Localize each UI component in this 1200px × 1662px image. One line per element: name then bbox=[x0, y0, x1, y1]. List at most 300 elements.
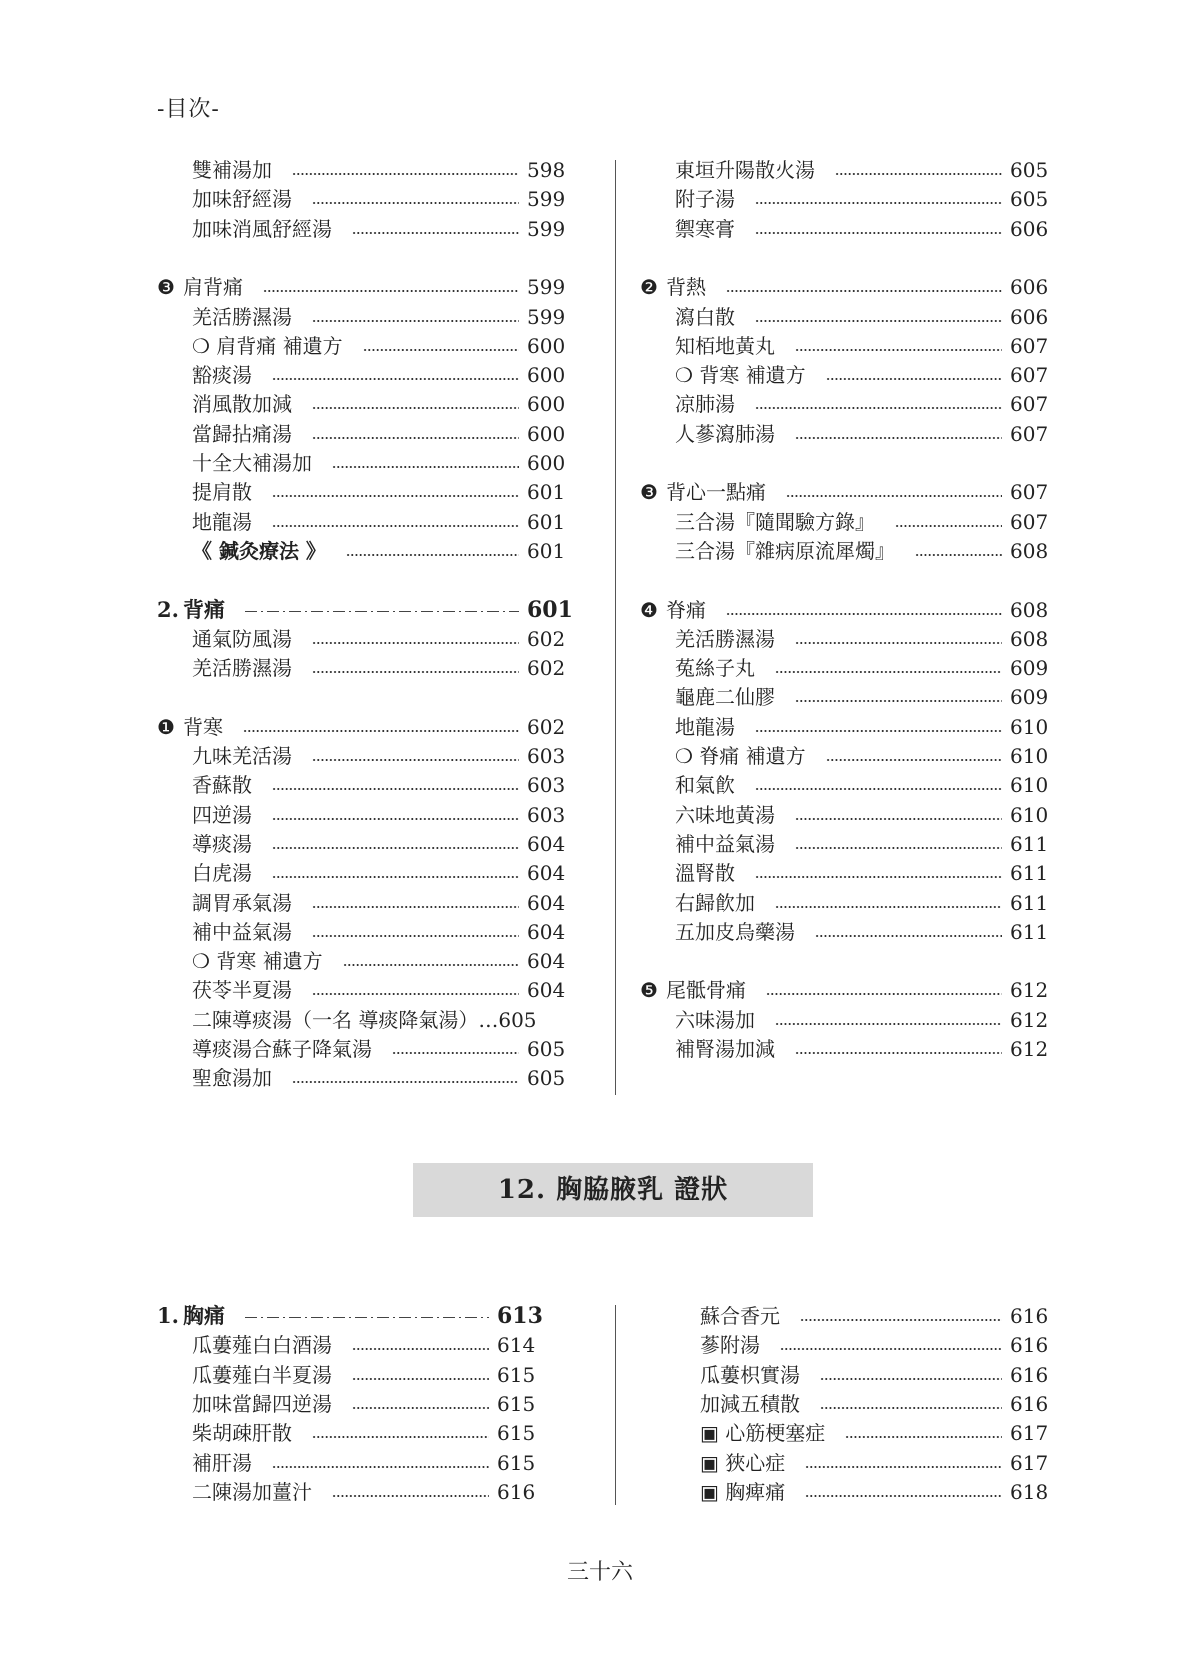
section-marker: ❸ bbox=[157, 275, 175, 300]
toc-entry-title: 導痰湯合蘇子降氣湯 bbox=[192, 1037, 372, 1061]
toc-entry bbox=[640, 625, 1050, 653]
toc-entry-page: 612 bbox=[1010, 1037, 1049, 1061]
toc-entry-label bbox=[157, 713, 223, 741]
toc-entry-label bbox=[700, 1478, 785, 1506]
dot-leader bbox=[755, 202, 1002, 204]
toc-entry-page: 604 bbox=[527, 978, 566, 1003]
section-marker: ❶ bbox=[157, 714, 175, 739]
toc-entry-page: 601 bbox=[527, 480, 566, 505]
dot-leader bbox=[292, 1081, 519, 1083]
toc-entry-title: ▣ 心筋梗塞症 bbox=[700, 1421, 826, 1446]
toc-entry bbox=[157, 1419, 547, 1447]
toc-entry-title: 補肝湯 bbox=[192, 1450, 252, 1475]
toc-entry-page: 601 bbox=[527, 538, 566, 563]
toc-entry-label bbox=[192, 1035, 372, 1063]
toc-entry-label bbox=[192, 801, 252, 829]
toc-entry-title: 加味舒經湯 bbox=[192, 187, 292, 212]
dot-leader bbox=[766, 993, 1002, 995]
toc-entry-label bbox=[192, 625, 292, 653]
toc-entry-page: 607 bbox=[1010, 363, 1049, 388]
dot-leader bbox=[263, 290, 519, 292]
dot-leader bbox=[346, 554, 519, 556]
toc-entry-label bbox=[675, 215, 735, 243]
dot-leader bbox=[786, 495, 1002, 497]
toc-entry bbox=[700, 1331, 1050, 1359]
toc-entry-label bbox=[675, 683, 775, 711]
toc-entry bbox=[700, 1478, 1050, 1506]
toc-entry-page: 600 bbox=[527, 451, 566, 475]
toc-entry-label bbox=[192, 215, 332, 243]
toc-entry-label bbox=[675, 771, 735, 799]
dot-leader bbox=[243, 730, 519, 732]
toc-entry bbox=[640, 918, 1050, 946]
toc-entry-label bbox=[192, 508, 252, 536]
dot-leader bbox=[312, 407, 519, 409]
toc-entry-page: 601 bbox=[527, 509, 566, 534]
toc-entry-label bbox=[192, 332, 343, 360]
toc-entry-page: 607 bbox=[1010, 392, 1049, 417]
toc-entry bbox=[157, 1449, 547, 1477]
column-divider-lower bbox=[615, 1305, 616, 1505]
toc-entry-page: 603 bbox=[527, 802, 566, 827]
toc-entry bbox=[157, 390, 567, 418]
toc-entry bbox=[640, 156, 1050, 184]
toc-entry-page: 602 bbox=[527, 714, 566, 739]
toc-entry bbox=[157, 332, 567, 360]
toc-entry-page: 610 bbox=[1010, 802, 1049, 827]
toc-entry-label bbox=[675, 1006, 755, 1034]
toc-entry-label bbox=[192, 390, 292, 418]
dot-leader bbox=[332, 466, 519, 468]
toc-entry bbox=[157, 859, 567, 887]
dot-leader bbox=[795, 349, 1002, 351]
toc-entry-title: 補腎湯加減 bbox=[675, 1037, 775, 1061]
toc-entry bbox=[157, 303, 567, 331]
toc-entry-label bbox=[192, 830, 252, 858]
dot-leader bbox=[272, 876, 519, 878]
toc-entry-page: 611 bbox=[1010, 831, 1049, 856]
toc-entry-page: 605 bbox=[527, 1066, 566, 1091]
toc-entry-title: ❍ 肩背痛 補遺方 bbox=[192, 333, 343, 358]
toc-entry-page: 613 bbox=[497, 1303, 543, 1329]
toc-entry-title: 東垣升陽散火湯 bbox=[675, 158, 815, 182]
dot-leader bbox=[775, 671, 1002, 673]
toc-entry-title: 十全大補湯加 bbox=[192, 451, 312, 475]
toc-entry-title: 尾骶骨痛 bbox=[666, 978, 746, 1003]
toc-entry bbox=[157, 508, 567, 536]
toc-entry-title: 右歸飮加 bbox=[675, 890, 755, 915]
toc-entry-page: 606 bbox=[1010, 304, 1049, 329]
toc-entry-label bbox=[192, 889, 292, 917]
dot-leader bbox=[352, 232, 519, 234]
toc-entry-page: 610 bbox=[1010, 773, 1049, 798]
toc-entry-title: ▣ 胸痺痛 bbox=[700, 1479, 786, 1504]
dot-leader bbox=[352, 1407, 489, 1409]
toc-entry-page: 603 bbox=[527, 744, 566, 768]
toc-entry-page: 604 bbox=[527, 919, 566, 944]
toc-entry bbox=[640, 361, 1050, 389]
toc-entry-label bbox=[192, 654, 292, 682]
toc-entry-title: 地龍湯 bbox=[192, 509, 252, 534]
toc-entry-page: 602 bbox=[527, 656, 566, 681]
toc-entry-label bbox=[675, 625, 775, 653]
dot-leader bbox=[755, 876, 1002, 878]
toc-entry-page: 604 bbox=[527, 949, 566, 974]
dot-leader bbox=[726, 290, 1002, 292]
toc-entry-page: 617 bbox=[1010, 1421, 1049, 1446]
toc-entry-label bbox=[157, 596, 225, 624]
section-marker: ❹ bbox=[640, 597, 658, 622]
toc-entry-label bbox=[675, 918, 795, 946]
toc-entry bbox=[157, 1064, 567, 1092]
toc-entry-title: 禦寒膏 bbox=[675, 216, 735, 241]
toc-entry bbox=[700, 1302, 1050, 1330]
toc-entry-label bbox=[675, 830, 775, 858]
dot-leader bbox=[312, 993, 519, 995]
toc-entry-title: 人蔘瀉肺湯 bbox=[675, 421, 775, 446]
toc-entry-label bbox=[192, 1361, 332, 1389]
toc-entry-label bbox=[157, 273, 243, 301]
toc-entry-page: 609 bbox=[1010, 656, 1049, 681]
dot-leader bbox=[775, 1023, 1002, 1025]
toc-entry-page: 618 bbox=[1010, 1479, 1049, 1504]
toc-entry-page: 603 bbox=[527, 773, 566, 798]
section-marker: 2. bbox=[157, 596, 179, 622]
toc-entry bbox=[700, 1361, 1050, 1389]
toc-entry-title: 提肩散 bbox=[192, 480, 252, 505]
dot-leader bbox=[755, 232, 1002, 234]
toc-entry bbox=[157, 537, 567, 565]
toc-entry bbox=[157, 215, 567, 243]
dot-leader bbox=[755, 407, 1002, 409]
toc-entry-label bbox=[192, 859, 252, 887]
toc-entry-title: 柴胡疎肝散 bbox=[192, 1421, 292, 1446]
toc-entry bbox=[640, 801, 1050, 829]
toc-entry-page: 616 bbox=[497, 1479, 536, 1504]
toc-entry-label bbox=[192, 918, 292, 946]
toc-entry-label bbox=[640, 478, 766, 506]
toc-entry bbox=[640, 420, 1050, 448]
toc-entry-title: 茯苓半夏湯 bbox=[192, 978, 292, 1003]
toc-entry-label bbox=[192, 771, 252, 799]
dot-leader bbox=[312, 1436, 489, 1438]
toc-entry-title: ❍ 脊痛 補遺方 bbox=[675, 744, 806, 768]
toc-entry-title: 白虎湯 bbox=[192, 861, 252, 886]
dot-leader bbox=[272, 378, 519, 380]
toc-entry bbox=[640, 332, 1050, 360]
toc-entry-title: 和氣飮 bbox=[675, 773, 735, 798]
toc-entry bbox=[640, 215, 1050, 243]
toc-entry-title: 溫腎散 bbox=[675, 861, 735, 886]
toc-entry bbox=[640, 771, 1050, 799]
toc-entry-label bbox=[675, 361, 806, 389]
toc-entry bbox=[640, 713, 1050, 741]
dot-leader bbox=[800, 1319, 1002, 1321]
dot-leader bbox=[795, 437, 1002, 439]
toc-entry-title: 通氣防風湯 bbox=[192, 626, 292, 651]
toc-entry-page: 611 bbox=[1010, 890, 1049, 915]
toc-entry bbox=[640, 303, 1050, 331]
toc-entry bbox=[157, 1302, 547, 1330]
toc-entry bbox=[157, 713, 567, 741]
toc-entry-title: 瓜蔞薤白半夏湯 bbox=[192, 1362, 332, 1387]
dot-leader bbox=[312, 642, 519, 644]
toc-entry-title: 知栢地黃丸 bbox=[675, 333, 775, 358]
toc-entry-title: 瀉白散 bbox=[675, 304, 735, 329]
toc-entry-label bbox=[675, 859, 735, 887]
toc-entry-page: 604 bbox=[527, 831, 566, 856]
toc-entry-label bbox=[192, 947, 323, 975]
toc-entry-label bbox=[675, 742, 806, 770]
dot-leader bbox=[272, 1466, 489, 1468]
toc-entry-title: 瓜蔞枳實湯 bbox=[700, 1362, 800, 1387]
dot-leader bbox=[775, 906, 1002, 908]
toc-entry-label bbox=[675, 156, 815, 184]
toc-entry-label bbox=[700, 1302, 780, 1330]
toc-entry-label bbox=[675, 508, 875, 536]
dot-leader bbox=[272, 818, 519, 820]
toc-entry-page: 614 bbox=[497, 1333, 536, 1358]
toc-entry bbox=[157, 449, 567, 477]
toc-entry-title: 聖愈湯加 bbox=[192, 1066, 272, 1091]
toc-entry bbox=[640, 654, 1050, 682]
toc-entry-title: 三合湯『隨聞驗方錄』 bbox=[675, 509, 875, 534]
dot-leader bbox=[826, 378, 1002, 380]
dot-leader bbox=[332, 1495, 489, 1497]
toc-entry-title: 菟絲子丸 bbox=[675, 656, 755, 681]
toc-entry bbox=[157, 596, 573, 624]
toc-entry-page: 616 bbox=[1010, 1333, 1049, 1358]
toc-entry-page: 599 bbox=[527, 275, 566, 300]
toc-entry-title: 《 鍼灸療法 》 bbox=[192, 538, 326, 563]
toc-entry-label bbox=[675, 713, 735, 741]
toc-entry bbox=[157, 420, 567, 448]
toc-entry bbox=[700, 1449, 1050, 1477]
dot-leader bbox=[755, 788, 1002, 790]
dot-leader bbox=[815, 935, 1002, 937]
toc-entry-label bbox=[675, 420, 775, 448]
toc-entry-label bbox=[675, 185, 735, 213]
dot-leader bbox=[795, 1052, 1002, 1054]
dot-leader bbox=[826, 759, 1002, 761]
toc-entry bbox=[157, 889, 567, 917]
toc-entry-label bbox=[675, 889, 755, 917]
toc-entry-page: 616 bbox=[1010, 1391, 1049, 1416]
toc-entry-label bbox=[192, 742, 292, 770]
toc-entry bbox=[640, 508, 1050, 536]
toc-entry-label bbox=[192, 1006, 537, 1034]
toc-entry-page: 616 bbox=[1010, 1304, 1049, 1328]
section-marker: ❺ bbox=[640, 978, 658, 1003]
toc-entry-title: 五加皮烏藥湯 bbox=[675, 919, 795, 944]
toc-entry bbox=[700, 1390, 1050, 1418]
toc-entry bbox=[640, 273, 1050, 301]
toc-entry-title: ▣ 狹心症 bbox=[700, 1450, 786, 1475]
dot-leader bbox=[915, 554, 1002, 556]
toc-entry-title: 調胃承氣湯 bbox=[192, 890, 292, 915]
toc-entry-page: 599 bbox=[527, 216, 566, 241]
toc-entry bbox=[640, 742, 1050, 770]
toc-entry-title: 導痰湯 bbox=[192, 831, 252, 856]
toc-entry bbox=[157, 918, 567, 946]
toc-entry bbox=[157, 1035, 567, 1063]
toc-entry-label bbox=[675, 303, 735, 331]
toc-entry-title: 六味湯加 bbox=[675, 1007, 755, 1032]
dot-leader bbox=[272, 525, 519, 527]
toc-entry-title: 加味消風舒經湯 bbox=[192, 216, 332, 241]
toc-entry bbox=[157, 1006, 567, 1034]
toc-entry-page: 599 bbox=[527, 187, 566, 212]
toc-entry-label bbox=[192, 1419, 292, 1447]
toc-entry-title: 蘇合香元 bbox=[700, 1304, 780, 1328]
toc-entry-title: 九味羌活湯 bbox=[192, 744, 292, 768]
toc-entry bbox=[157, 273, 567, 301]
toc-entry-page: 615 bbox=[497, 1450, 536, 1475]
toc-entry-page: 611 bbox=[1010, 861, 1049, 886]
toc-entry-title: 龜鹿二仙膠 bbox=[675, 685, 775, 710]
toc-entry-title: 羌活勝濕湯 bbox=[675, 626, 775, 651]
toc-entry-page: 605 bbox=[527, 1037, 566, 1061]
dot-leader bbox=[895, 525, 1002, 527]
toc-entry-page: 600 bbox=[527, 333, 566, 358]
toc-entry-page: 600 bbox=[527, 392, 566, 417]
dot-leader bbox=[795, 642, 1002, 644]
dash-leader bbox=[245, 1317, 489, 1318]
section-marker: ❷ bbox=[640, 275, 658, 300]
toc-entry-label bbox=[675, 1035, 775, 1063]
toc-entry-title: 補中益氣湯 bbox=[192, 919, 292, 944]
dot-leader bbox=[292, 173, 519, 175]
dot-leader bbox=[726, 613, 1002, 615]
toc-entry-label bbox=[192, 1390, 332, 1418]
toc-entry-title: 羌活勝濕湯 bbox=[192, 656, 292, 681]
toc-entry bbox=[157, 830, 567, 858]
toc-entry-page: 602 bbox=[527, 626, 566, 651]
dot-leader bbox=[272, 495, 519, 497]
dot-leader bbox=[312, 320, 519, 322]
toc-entry-page: 615 bbox=[497, 1421, 536, 1446]
toc-entry-page: 610 bbox=[1010, 714, 1049, 739]
toc-entry bbox=[640, 537, 1050, 565]
toc-entry-page: 608 bbox=[1010, 538, 1049, 563]
toc-entry-page: 607 bbox=[1010, 509, 1049, 534]
toc-entry-label bbox=[192, 537, 326, 565]
toc-entry-page: 615 bbox=[497, 1391, 536, 1416]
section-marker: 1. bbox=[157, 1303, 179, 1328]
toc-entry-page: 608 bbox=[1010, 626, 1049, 651]
toc-entry-page: 617 bbox=[1010, 1450, 1049, 1475]
toc-entry bbox=[640, 1035, 1050, 1063]
toc-entry-page: 612 bbox=[1010, 978, 1049, 1003]
toc-entry-label bbox=[157, 1302, 225, 1330]
toc-entry bbox=[640, 859, 1050, 887]
toc-entry-label bbox=[675, 537, 895, 565]
toc-entry-title: 三合湯『雜病原流犀燭』 bbox=[675, 538, 895, 563]
toc-entry bbox=[157, 801, 567, 829]
column-divider bbox=[615, 160, 616, 1095]
toc-entry bbox=[157, 478, 567, 506]
toc-entry bbox=[157, 625, 567, 653]
toc-entry-title: 附子湯 bbox=[675, 187, 735, 212]
toc-entry-page: 600 bbox=[527, 421, 566, 446]
toc-entry bbox=[640, 390, 1050, 418]
toc-entry-label bbox=[640, 596, 706, 624]
dot-leader bbox=[835, 173, 1002, 175]
section-marker: ❸ bbox=[640, 480, 658, 505]
toc-entry-label bbox=[675, 654, 755, 682]
toc-entry-title: 香蘇散 bbox=[192, 773, 252, 798]
toc-entry-page: 610 bbox=[1010, 744, 1049, 768]
toc-entry-label bbox=[192, 1449, 252, 1477]
section-banner: 12. 胸脇腋乳 證狀 bbox=[413, 1163, 813, 1217]
toc-entry bbox=[157, 654, 567, 682]
toc-entry-label bbox=[192, 185, 292, 213]
dot-leader bbox=[352, 1348, 489, 1350]
toc-entry-page: 604 bbox=[527, 861, 566, 886]
dot-leader bbox=[795, 847, 1002, 849]
toc-entry-label bbox=[700, 1390, 800, 1418]
dot-leader bbox=[392, 1052, 519, 1054]
toc-entry-label bbox=[640, 976, 746, 1004]
dot-leader bbox=[312, 437, 519, 439]
toc-entry bbox=[640, 830, 1050, 858]
dot-leader bbox=[820, 1378, 1002, 1380]
toc-entry-page: 607 bbox=[1010, 421, 1049, 446]
toc-entry bbox=[700, 1419, 1050, 1447]
dot-leader bbox=[755, 730, 1002, 732]
toc-entry-page: 606 bbox=[1010, 275, 1049, 300]
toc-entry-title: 加味當歸四逆湯 bbox=[192, 1391, 332, 1416]
toc-entry bbox=[640, 1006, 1050, 1034]
toc-entry-label bbox=[700, 1419, 825, 1447]
toc-entry-label bbox=[700, 1331, 760, 1359]
toc-entry-label bbox=[192, 156, 272, 184]
dot-leader bbox=[795, 700, 1002, 702]
toc-entry bbox=[640, 478, 1050, 506]
toc-entry-title: 凉肺湯 bbox=[675, 392, 735, 417]
dot-leader bbox=[805, 1466, 1002, 1468]
toc-entry-page: 611 bbox=[1010, 919, 1049, 944]
toc-entry-page: 615 bbox=[497, 1362, 536, 1387]
toc-entry-label bbox=[700, 1449, 785, 1477]
toc-entry-label bbox=[192, 449, 312, 477]
toc-entry-title: 胸痛 bbox=[183, 1303, 225, 1328]
toc-entry bbox=[157, 976, 567, 1004]
toc-entry-title: 脊痛 bbox=[666, 597, 706, 622]
toc-entry-label bbox=[675, 332, 775, 360]
toc-entry-title: 二陳導痰湯（一名 導痰降氣湯）…605 bbox=[192, 1007, 537, 1032]
dot-leader bbox=[312, 202, 519, 204]
toc-entry-label bbox=[192, 1331, 332, 1359]
dot-leader bbox=[352, 1378, 489, 1380]
dot-leader bbox=[363, 349, 519, 351]
toc-entry-page: 601 bbox=[527, 596, 573, 623]
toc-entry-page: 609 bbox=[1010, 685, 1049, 710]
toc-entry-label bbox=[640, 273, 706, 301]
toc-entry bbox=[640, 683, 1050, 711]
dot-leader bbox=[312, 759, 519, 761]
toc-entry bbox=[640, 596, 1050, 624]
toc-entry-label bbox=[700, 1361, 800, 1389]
toc-entry bbox=[157, 185, 567, 213]
page-header: -目次- bbox=[157, 97, 220, 122]
toc-entry bbox=[157, 1390, 547, 1418]
dot-leader bbox=[272, 847, 519, 849]
dot-leader bbox=[820, 1407, 1002, 1409]
toc-entry-title: 補中益氣湯 bbox=[675, 831, 775, 856]
toc-entry bbox=[157, 1331, 547, 1359]
dash-leader bbox=[245, 611, 519, 612]
